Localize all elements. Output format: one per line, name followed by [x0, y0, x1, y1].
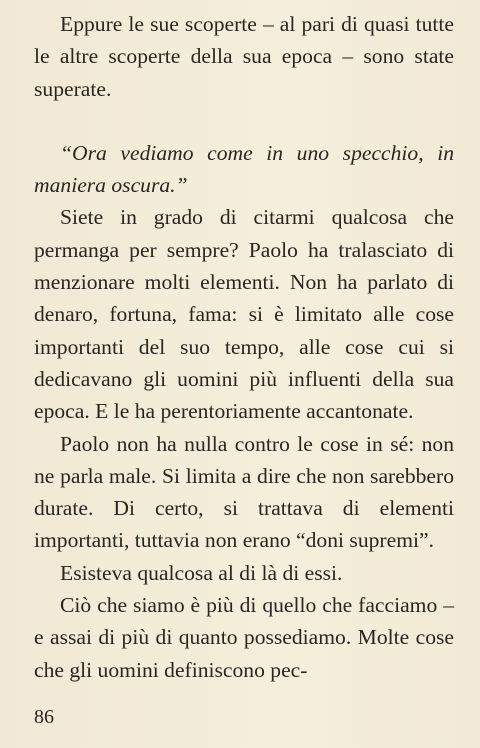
body-text — [34, 8, 454, 686]
paragraph-3: Paolo non ha nulla contro le cose in sé: non ne parla male. Si limita a dire che non sarebbero durate. Di certo, si trattava di elementi importanti, tuttavia non erano “doni supremi”. — [34, 431, 454, 553]
page-number: 86 — [34, 706, 54, 728]
quote-paragraph: “Ora vediamo come in uno specchio, in maniera oscura.” — [34, 140, 454, 198]
paragraph-2: Siete in grado di citarmi qualcosa che permanga per sempre? Paolo ha tralasciato di menzionare molti elementi. Non ha parlato di denaro, fortuna, fama: si è limitato alle cose importanti del suo tempo, alle cose cui si dedicavano gli uomini più influenti della sua epoca. E le ha perentoriamente accantonate. — [34, 205, 454, 424]
paragraph-4: Esisteva qualcosa al di là di essi. — [60, 560, 343, 585]
paragraph-5: Ciò che siamo è più di quello che facciamo – e assai di più di quanto possediamo. Molte cose che gli uomini definiscono pec- — [34, 593, 454, 682]
paragraph-1: Eppure le sue scoperte – al pari di quasi tutte le altre scoperte della sua epoca – sono state superate. — [34, 12, 454, 101]
